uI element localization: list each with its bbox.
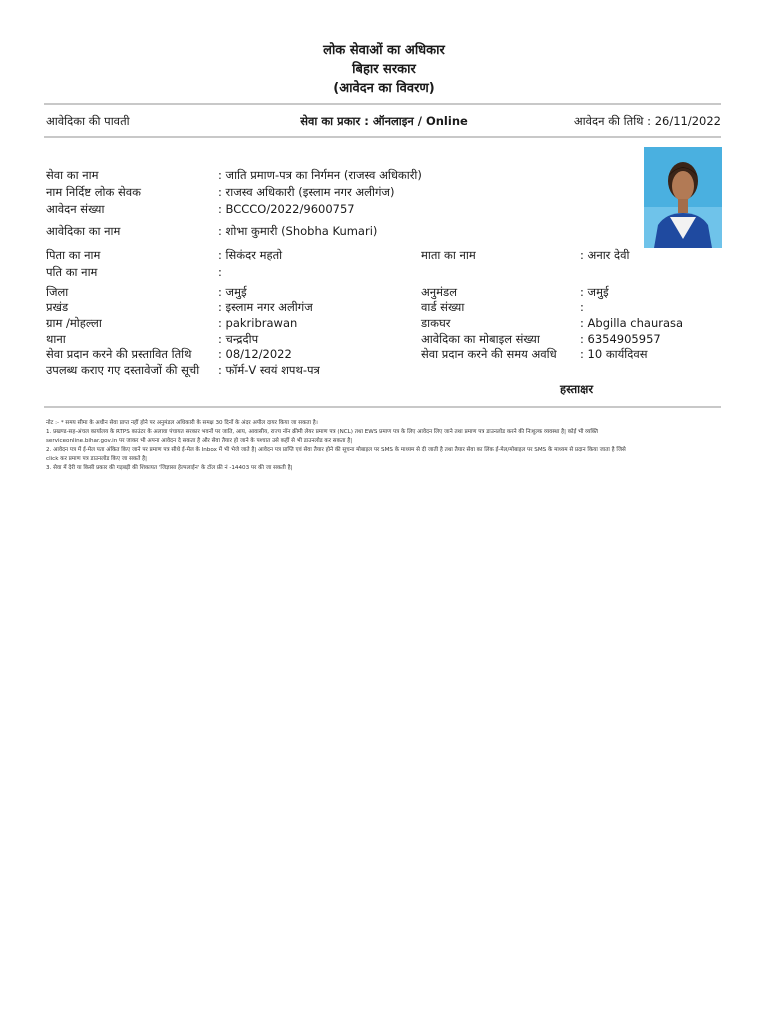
- application-no-label: आवेदन संख्या: [46, 202, 105, 216]
- ward-no-value: :: [580, 300, 584, 314]
- mother-name-label: माता का नाम: [421, 248, 476, 262]
- mobile-label: आवेदिका का मोबाइल संख्या: [421, 332, 540, 346]
- application-date: आवेदन की तिथि : 26/11/2022: [573, 114, 721, 128]
- note-2: 2. आवेदन पत्र में ई-मेल पता अंकित किए जाने पर प्रमाण पत्र सीधे ई-मेल के Inbox में भी भेजे जाते है| आवेदन पत्र प्राप्ति एवं सेवा तैयार होने की सूचना मोबाइल पर SMS के माध्यम से दी जाती है तथा तैयार सेवा का लिंक ई-मेल/मोबाइल पर SMS के माध्यम से प्रदान किया जाता है जिसे: [46, 447, 626, 453]
- applicant-photo: [644, 147, 722, 248]
- note-3: 3. सेवा में देरी या किसी प्रकार की गड़बड़ी की शिकायत 'जिज्ञासा हेल्पलाईन' के टॉल फ्री नं -14403 पर की जा सकती है|: [46, 465, 293, 471]
- notes-divider: [44, 406, 721, 408]
- service-period-value: : 10 कार्यदिवस: [580, 347, 648, 361]
- service-name-label: सेवा का नाम: [46, 168, 99, 182]
- police-station-label: थाना: [46, 332, 66, 346]
- subdivision-label: अनुमंडल: [421, 285, 457, 299]
- documents-label: उपलब्ध कराए गए दस्तावेजों की सूची: [46, 363, 200, 377]
- doc-title-rights: लोक सेवाओं का अधिकार: [323, 43, 445, 58]
- note-2-cont: click कर प्रमाण पत्र डाउनलोड किए जा सकते है|: [46, 456, 147, 462]
- applicant-name-value: : शोभा कुमारी (Shobha Kumari): [218, 224, 378, 238]
- service-name-value: : जाति प्रमाण-पत्र का निर्गमन (राजस्व अधिकारी): [218, 168, 422, 182]
- subdivision-value: : जमुई: [580, 285, 609, 299]
- village-value: : pakribrawan: [218, 316, 298, 330]
- subheader-divider: [44, 136, 721, 138]
- block-label: प्रखंड: [46, 300, 69, 314]
- documents-value: : फॉर्म-V स्वयं शपथ-पत्र: [218, 363, 320, 377]
- signature-label: हस्ताक्षर: [560, 382, 594, 396]
- note-1: 1. प्रखण्ड-सह-अंचल कार्यालय के RTPS काउंटर के अलावा पंचायत सरकार भवनों पर जाति, आय, आवासीय, राज्य नॉन क्रीमी लेयर प्रमाण पत्र (NCL) तथा EWS प्रमाण पत्र के लिए आवेदन लिए जाने तथा प्रमाण पत्र डाउनलोड करने की निःशुल्क व्यवस्था है| कोई भी व्यक्ति: [46, 429, 598, 435]
- note-appeal: नोट :- * समय सीमा के अधीन सेवा प्राप्त नहीं होने पर अनुमंडल अधिकारी के समक्ष 30 दिनों के अंदर अपील दायर किया जा सकता है।: [46, 420, 318, 426]
- doc-title-govt: बिहार सरकार: [352, 62, 416, 77]
- district-label: जिला: [46, 285, 69, 299]
- police-station-value: : चन्द्रदीप: [218, 332, 259, 346]
- service-period-label: सेवा प्रदान करने की समय अवधि: [421, 347, 557, 361]
- post-office-value: : Abgilla chaurasa: [580, 316, 684, 330]
- proposed-date-label: सेवा प्रदान करने की प्रस्तावित तिथि: [46, 347, 192, 361]
- applicant-name-label: आवेदिका का नाम: [46, 224, 121, 238]
- husband-name-label: पति का नाम: [46, 265, 98, 279]
- post-office-label: डाकघर: [421, 316, 451, 330]
- receipt-label: आवेदिका की पावती: [46, 114, 130, 128]
- service-type: सेवा का प्रकार : ऑनलाइन / Online: [300, 114, 468, 128]
- father-name-label: पिता का नाम: [46, 248, 101, 262]
- designated-officer-value: : राजस्व अधिकारी (इस्लाम नगर अलीगंज): [218, 185, 395, 199]
- father-name-value: : सिकंदर महतो: [218, 248, 283, 262]
- village-label: ग्राम /मोहल्ला: [46, 316, 102, 330]
- block-value: : इस्लाम नगर अलीगंज: [218, 300, 313, 314]
- husband-name-value: :: [218, 265, 222, 279]
- ward-no-label: वार्ड संख्या: [421, 300, 465, 314]
- top-divider: [44, 103, 721, 105]
- mobile-value: : 6354905957: [580, 332, 661, 346]
- proposed-date-value: : 08/12/2022: [218, 347, 292, 361]
- designated-officer-label: नाम निर्दिष्ट लोक सेवक: [46, 185, 141, 199]
- doc-title-details: (आवेदन का विवरण): [333, 81, 435, 96]
- note-1-cont: serviceonline.bihar.gov.in पर जाकर भी अपना आवेदन दे सकता है और सेवा तैयार हो जाने के पश्चात उसे कहीं से भी डाउनलोड कर सकता है|: [46, 438, 353, 444]
- mother-name-value: : अनार देवी: [580, 248, 630, 262]
- application-no-value: : BCCCO/2022/9600757: [218, 202, 355, 216]
- district-value: : जमुई: [218, 285, 247, 299]
